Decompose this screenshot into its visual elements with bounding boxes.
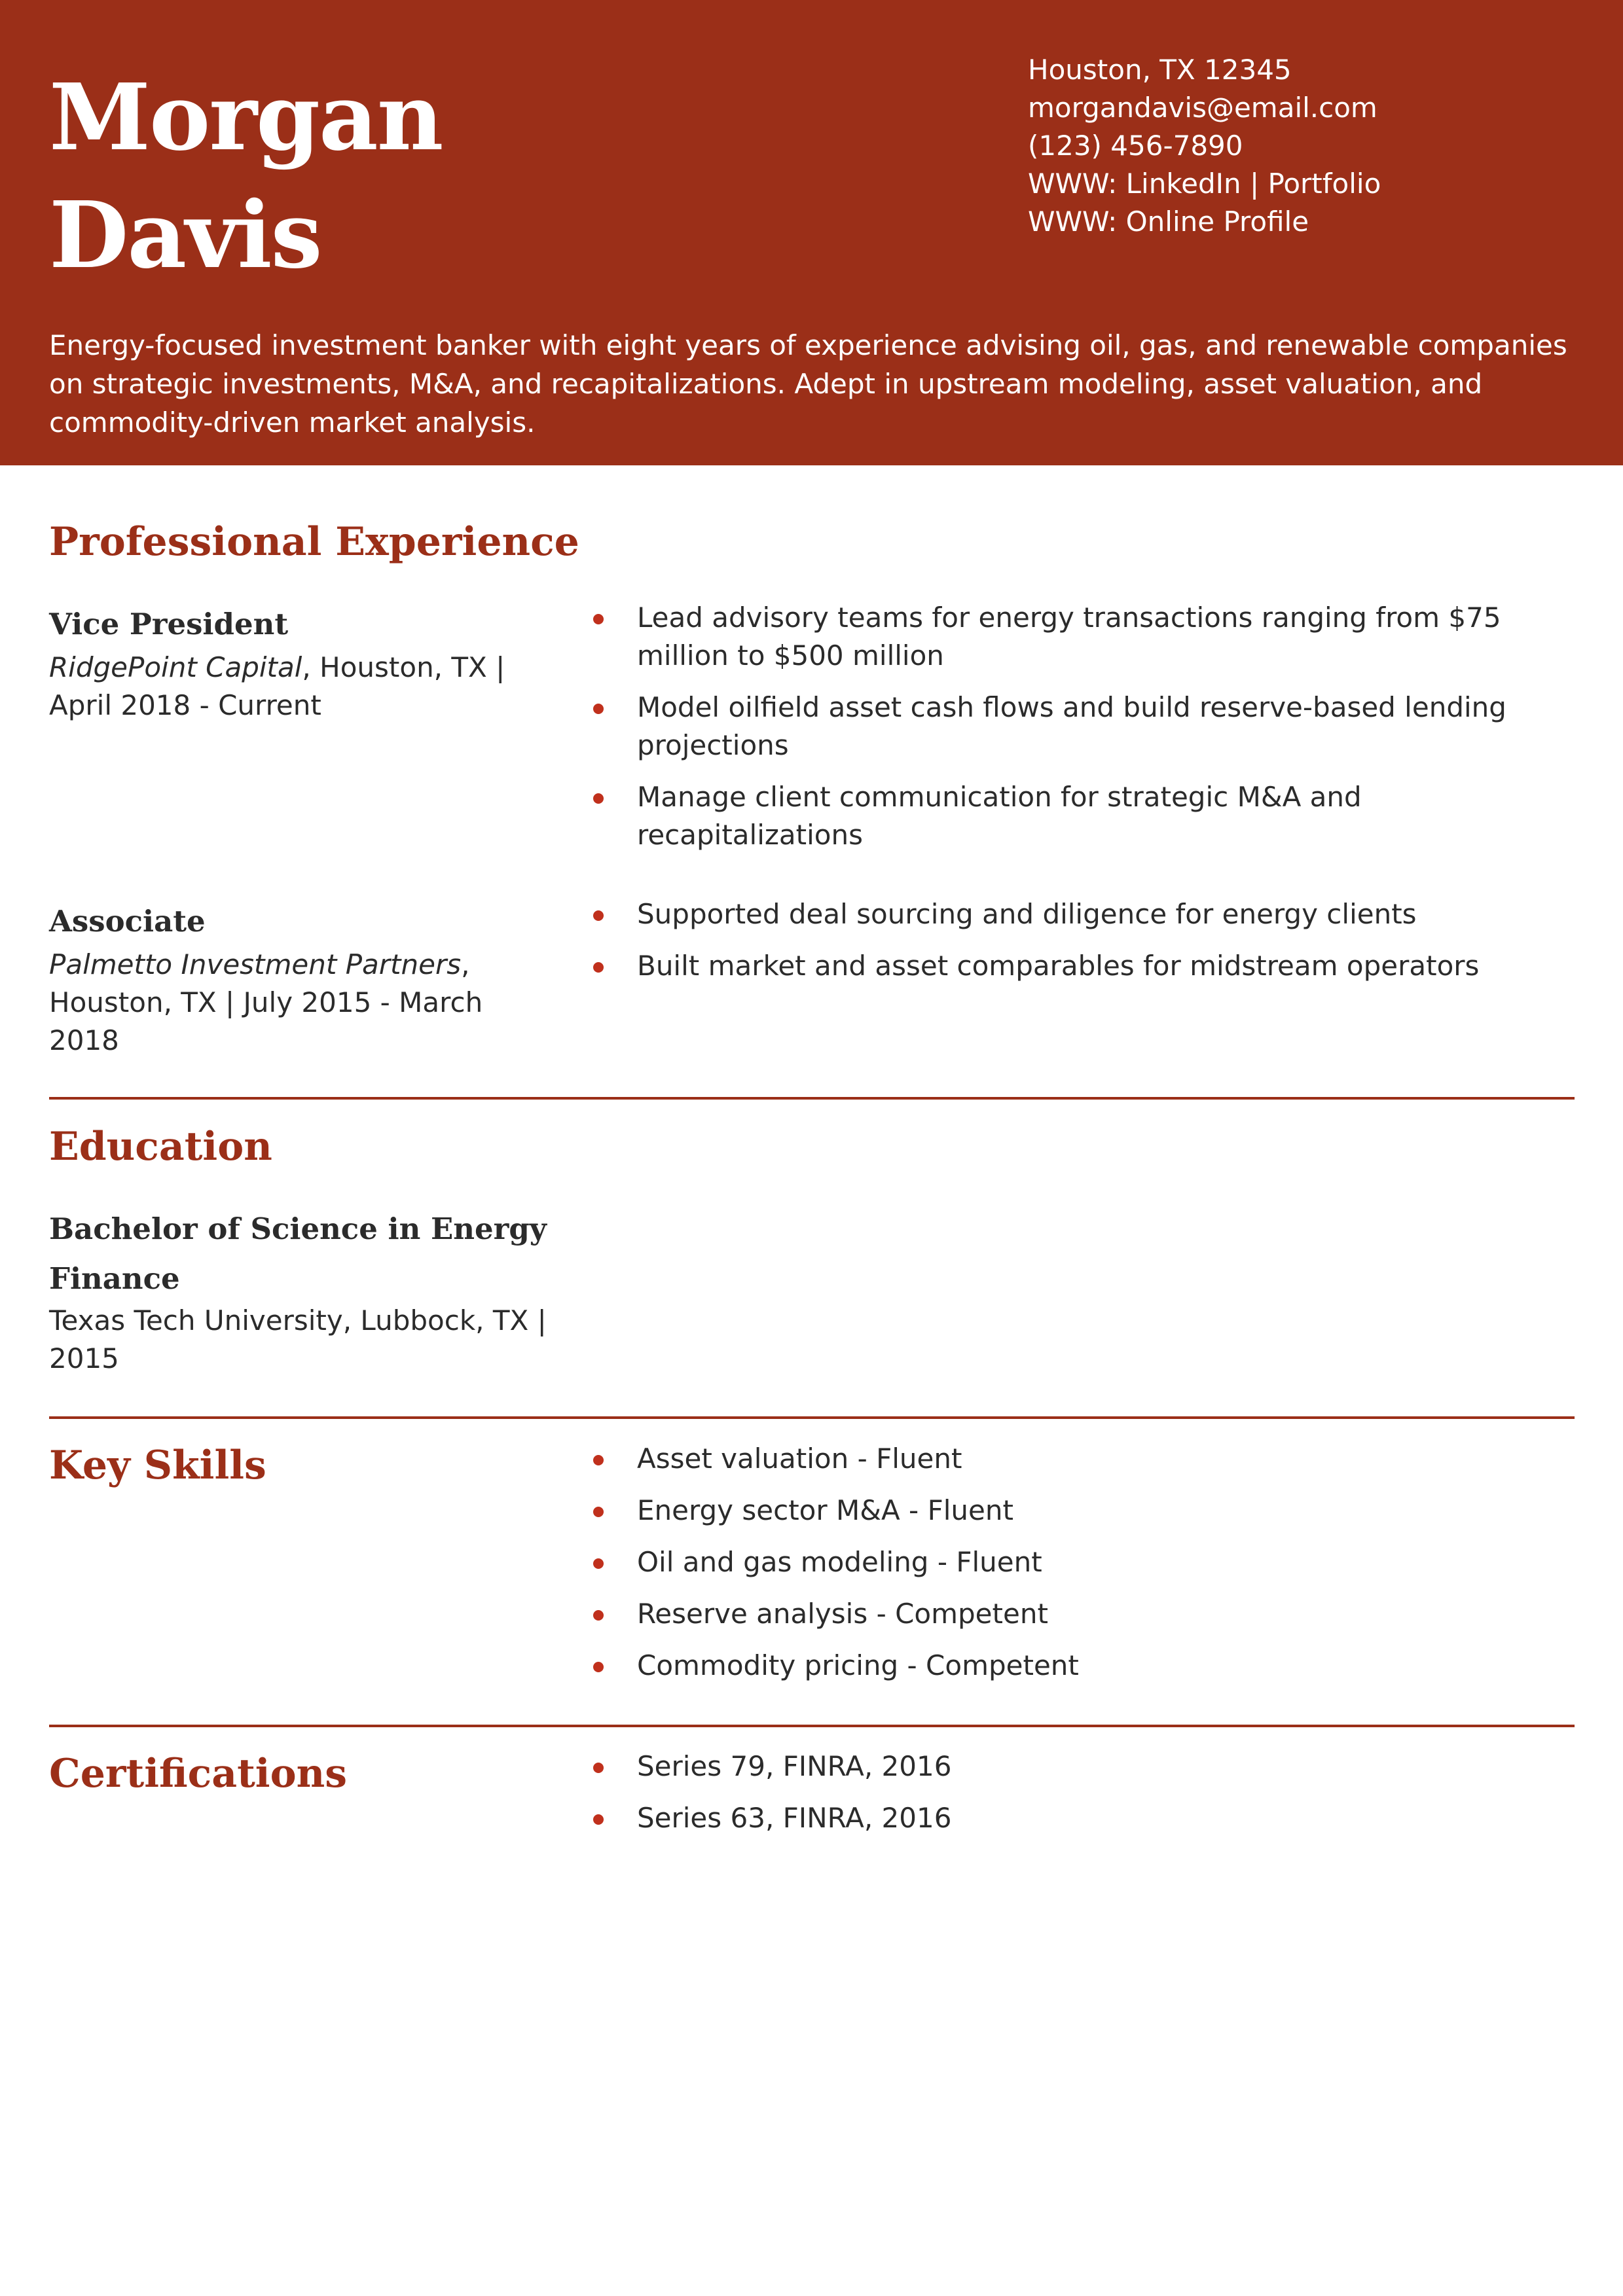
list-item: Lead advisory teams for energy transactions ranging from $75 million to $500 million xyxy=(589,599,1571,675)
list-item: Reserve analysis - Competent xyxy=(589,1595,1571,1633)
contact-email[interactable]: morgandavis@email.com xyxy=(1028,92,1377,124)
resume-header xyxy=(0,0,1623,465)
list-item: Commodity pricing - Competent xyxy=(589,1647,1571,1685)
list-item: Manage client communication for strategic M&A and recapitalizations xyxy=(589,778,1571,854)
job-bullets xyxy=(589,599,1571,868)
section-divider xyxy=(49,1725,1575,1727)
section-divider xyxy=(49,1097,1575,1100)
experience-heading: Professional Experience xyxy=(49,519,579,565)
education-heading: Education xyxy=(49,1124,272,1170)
last-name: Davis xyxy=(49,182,321,289)
contact-links[interactable]: WWW: LinkedIn | Portfolio xyxy=(1028,168,1381,200)
list-item: Series 63, FINRA, 2016 xyxy=(589,1799,1571,1837)
job-details: , Houston, TX | April 2018 - Current xyxy=(49,651,505,721)
candidate-name xyxy=(49,59,443,295)
list-item: Model oilfield asset cash flows and build reserve-based lending projections xyxy=(589,689,1571,764)
degree: Bachelor of Science in Energy Finance xyxy=(49,1211,547,1296)
job-title: Associate xyxy=(49,904,206,939)
list-item: Series 79, FINRA, 2016 xyxy=(589,1748,1571,1785)
list-item: Oil and gas modeling - Fluent xyxy=(589,1543,1571,1581)
section-divider xyxy=(49,1416,1575,1419)
professional-summary: Energy-focused investment banker with eight years of experience advising oil, gas, and renewable companies on strategic investments, M&A, and recapitalizations. Adept in upstream modeling, asset valuation, and commodity-driven market analysis. xyxy=(49,329,1567,439)
skills-list xyxy=(589,1440,1571,1698)
list-item: Built market and asset comparables for midstream operators xyxy=(589,947,1571,985)
list-item: Supported deal sourcing and diligence for energy clients xyxy=(589,895,1571,933)
job-meta xyxy=(49,946,547,1060)
certifications-list xyxy=(589,1748,1571,1851)
job-meta xyxy=(49,649,547,725)
job-company: Palmetto Investment Partners xyxy=(49,948,462,980)
list-item: Energy sector M&A - Fluent xyxy=(589,1492,1571,1530)
job-bullets xyxy=(589,895,1571,999)
contact-info xyxy=(1028,51,1381,241)
certifications-heading: Certifications xyxy=(49,1751,348,1797)
first-name: Morgan xyxy=(49,64,443,171)
contact-profile[interactable]: WWW: Online Profile xyxy=(1028,206,1309,238)
school: Texas Tech University, Lubbock, TX | 2015 xyxy=(49,1304,547,1374)
job-details: , Houston, TX | July 2015 - March 2018 xyxy=(49,948,483,1056)
skills-heading: Key Skills xyxy=(49,1443,266,1488)
job-company: RidgePoint Capital xyxy=(49,651,302,683)
list-item: Asset valuation - Fluent xyxy=(589,1440,1571,1478)
job-title: Vice President xyxy=(49,607,289,641)
contact-location: Houston, TX 12345 xyxy=(1028,54,1292,86)
contact-phone: (123) 456-7890 xyxy=(1028,130,1243,162)
